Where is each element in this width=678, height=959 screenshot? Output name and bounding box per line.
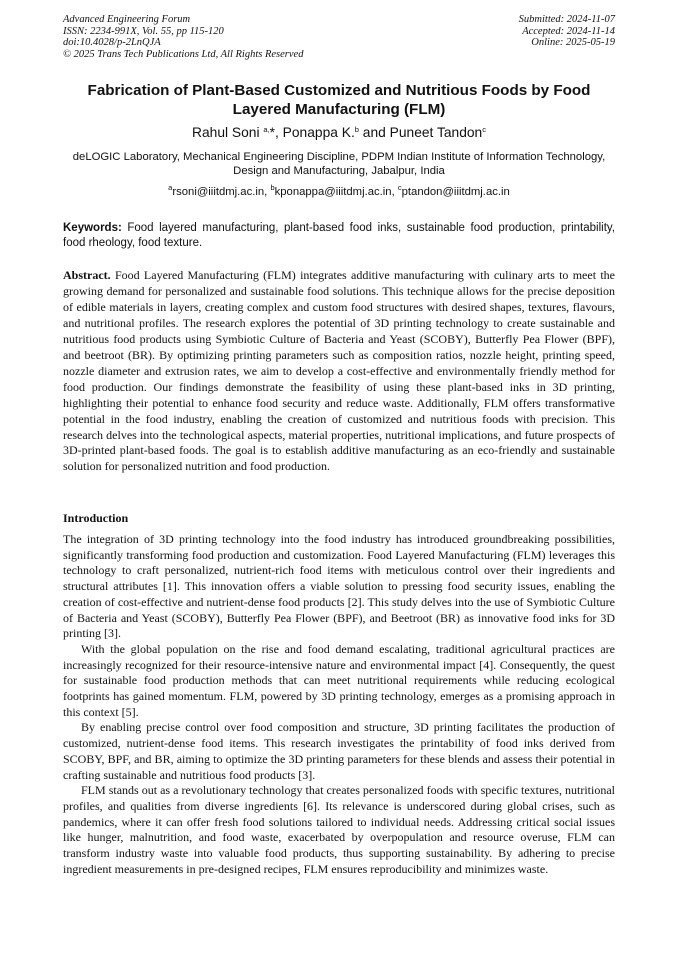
author-emails — [63, 185, 615, 199]
author-name: Puneet Tandon — [389, 125, 483, 140]
paragraph: The integration of 3D printing technology into the food industry has introduced groundbreaking possibilities, significantly transforming food production and customization. Food Layered Manufacturing (FLM) leverages this technology to craft personalized, nutrient-rich food items with meticulous control over their ingredients and structural attributes [1]. This innovation offers a viable solution to pressing food security issues, enabling the creation of cost-effective and nutrient-dense food products [2]. This study delves into the use of Symbiotic Culture of Bacteria and Yeast (SCOBY), Butterfly Pea Flower (BPF), and Beetroot (BR) as innovative food inks for 3D printing [3]. — [63, 532, 615, 641]
paragraph: With the global population on the rise and food demand escalating, traditional agricultural practices are increasingly recognized for their resource-intensive nature and environmental impact [4]. Consequently, the quest for sustainable food production methods that can meet nutritional requirements while reducing ecological footprints has gained momentum. FLM, powered by 3D printing technology, emerges as a promising approach in this context [5]. — [63, 641, 615, 719]
author-list — [63, 124, 615, 141]
email-mark: b — [270, 183, 275, 192]
submitted-date: Submitted: 2024-11-07 — [518, 14, 615, 25]
issn-volume: ISSN: 2234-991X, Vol. 55, pp 115-120 — [63, 25, 224, 37]
paragraph: FLM stands out as a revolutionary technology that creates personalized foods with specific textures, nutritional profiles, and qualities from diverse ingredients [6]. Its relevance is underscored during global crises, such as pandemics, where it can offer fresh food solutions tailored to individual needs. Addressing critical social issues like hunger, malnutrition, and food waste, exacerbated by overpopulation and resource overuse, FLM can transform industry waste into valuable food products, thus supporting sustainability. By adhering to precise ingredient measurements in pre-designed recipes, FLM ensures reproducibility and minimizes waste. — [63, 783, 615, 876]
author-separator: and — [358, 125, 390, 140]
corresponding-mark: * — [269, 125, 275, 140]
accepted-date: Accepted: 2024-11-14 — [522, 25, 615, 37]
abstract-text: Food Layered Manufacturing (FLM) integrates additive manufacturing with culinary arts to meet the growing demand for personalized and sustainable food solutions. This technique allows for the precise deposition of edible materials in layers, creating complex and custom food structures with desired shapes, textures, flavours, and nutritional profiles. The research explores the potential of 3D printing technology to create sustainable and nutritious food products using Symbiotic Culture of Bacteria and Yeast (SCOBY), Butterfly Pea Flower (BPF), and beetroot (BR). By optimizing printing parameters such as composition ratios, nozzle height, printing speed, nozzle diameter and extrusion rates, we aim to develop a cost-effective and environmentally friendly method for food production. Our findings demonstrate the feasibility of using these plant-based inks in 3D printing, highlighting their potential to enhance food security and reduce waste. Additionally, FLM offers transformative potential in the food industry, enabling the creation of customized and nutritious foods with precision. This research delves into the technological aspects, material properties, nutritional implications, and future prospects of 3D-printed plant-based foods. The goal is to establish additive manufacturing as an eco-friendly and sustainable solution for personalized nutrition and food production. — [63, 268, 615, 474]
abstract-block — [63, 268, 615, 475]
journal-name: Advanced Engineering Forum — [63, 14, 191, 25]
author-affil-mark: c — [482, 125, 486, 134]
author-affil-mark: a, — [263, 125, 270, 134]
keywords-block — [63, 221, 615, 250]
email-mark: c — [397, 183, 402, 192]
email-link[interactable]: ptandon@iiitdmj.ac.in — [401, 186, 510, 198]
copyright: © 2025 Trans Tech Publications Ltd, All Rights Reserved — [63, 49, 304, 61]
affiliation: deLOGIC Laboratory, Mechanical Engineering Discipline, PDPM Indian Institute of Information Technology, Design and Manufacturing, Jabalpur, India — [72, 151, 606, 177]
section-heading-introduction: Introduction — [63, 511, 129, 525]
email-link[interactable]: kponappa@iiitdmj.ac.in — [274, 186, 392, 198]
email-link[interactable]: rsoni@iiitdmj.ac.in — [172, 186, 265, 198]
author-name: Rahul Soni — [192, 125, 260, 140]
doi[interactable]: doi:10.4028/p-2LnQJA — [63, 37, 161, 49]
email-separator: , — [391, 186, 398, 198]
keywords-text: Food layered manufacturing, plant-based food inks, sustainable food production, printability, food rheology, food texture. — [63, 222, 615, 249]
email-separator: , — [264, 186, 271, 198]
online-date: Online: 2025-05-19 — [531, 37, 615, 49]
keywords-label: Keywords: — [63, 222, 122, 234]
paper-title: Fabrication of Plant-Based Customized and Nutritious Foods by Food Layered Manufacturing (FLM) — [87, 82, 591, 118]
introduction-body — [63, 532, 615, 877]
author-affil-mark: b — [354, 125, 359, 134]
author-name: Ponappa K. — [282, 125, 355, 140]
dates-info — [519, 14, 615, 49]
author-separator: , — [275, 125, 283, 140]
abstract-label: Abstract. — [63, 268, 111, 282]
paragraph: By enabling precise control over food composition and structure, 3D printing facilitates the production of customized, nutrient-dense food items. This research investigates the printability of food inks derived from SCOBY, BPF, and BR, aiming to optimize the 3D printing parameters for these blends and assess their potential in crafting sustainable and nutritious food products [3]. — [63, 720, 615, 782]
email-mark: a — [168, 183, 173, 192]
journal-info — [63, 14, 303, 61]
